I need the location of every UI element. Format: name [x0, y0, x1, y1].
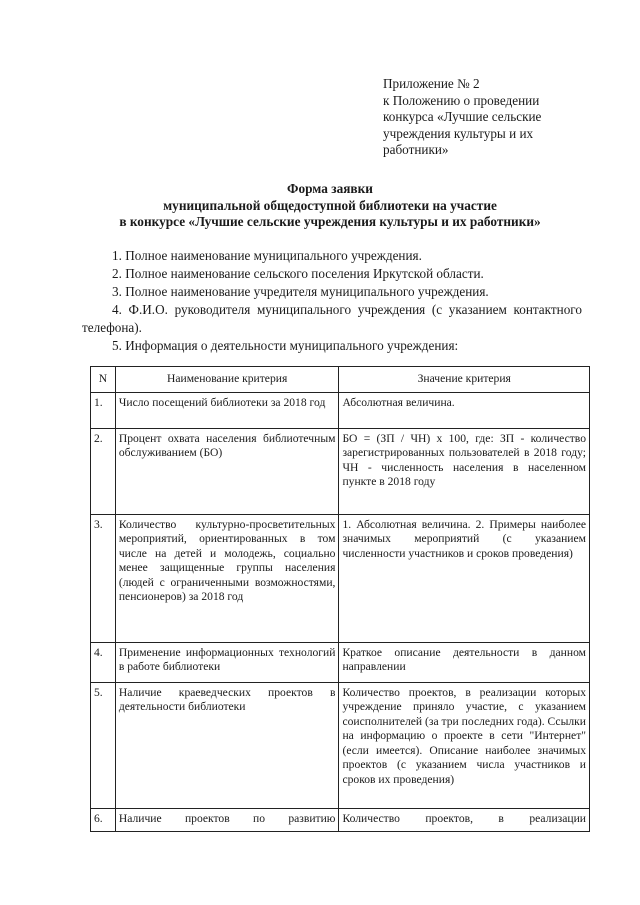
appendix-line: учреждения культуры и их — [383, 125, 534, 141]
form-title — [80, 181, 580, 231]
appendix-line: Приложение № 2 — [383, 76, 480, 91]
criterion-name: Наличие проектов по развитию — [115, 808, 339, 832]
appendix-reference — [383, 76, 583, 159]
list-item: 1. Полное наименование муниципального учреждения. — [112, 248, 422, 263]
table-row — [91, 808, 590, 832]
appendix-line: работники» — [383, 142, 449, 157]
table-row — [91, 392, 590, 428]
table-header-row — [91, 367, 590, 393]
list-item: 2. Полное наименование сельского поселения Иркутской области. — [112, 266, 484, 281]
table-row — [91, 682, 590, 808]
criterion-value: БО = (ЗП / ЧН) х 100, где: ЗП - количество зарегистрированных пользователей в 2018 году; ЧН - численность населения в населенном пункте в 2018 году — [339, 428, 590, 514]
row-number: 4. — [91, 642, 116, 682]
criterion-name: Число посещений библиотеки за 2018 год — [115, 392, 339, 428]
criterion-value: Количество проектов, в реализации которых учреждение приняло участие, с указанием соисполнителей (за три последних года). Ссылки на информацию о проекте в сети "Интернет" (если имеется). Описание наиболее значимых проектов (с указанием числа участников и сроков их проведения) — [339, 682, 590, 808]
list-item: 3. Полное наименование учредителя муниципального учреждения. — [112, 284, 489, 299]
list-item: 5. Информация о деятельности муниципального учреждения: — [112, 338, 459, 353]
row-number: 5. — [91, 682, 116, 808]
list-item: 4. Ф.И.О. руководителя муниципального учреждения (с указанием контактного телефона). — [82, 302, 582, 335]
title-line-2: муниципальной общедоступной библиотеки на участие — [163, 197, 497, 213]
header-number: N — [91, 367, 116, 393]
appendix-line: к Положению о проведении — [383, 92, 540, 108]
appendix-line: конкурса «Лучшие сельские — [383, 109, 542, 124]
criterion-name: Применение информационных технологий в работе библиотеки — [115, 642, 339, 682]
row-number: 1. — [91, 392, 116, 428]
table-row — [91, 642, 590, 682]
header-criterion-name: Наименование критерия — [115, 367, 339, 393]
row-number: 3. — [91, 514, 116, 642]
criterion-name: Процент охвата населения библиотечным обслуживанием (БО) — [115, 428, 339, 514]
title-line-1: Форма заявки — [287, 181, 373, 196]
table-row — [91, 514, 590, 642]
criterion-value: Количество проектов, в реализации — [339, 808, 590, 832]
criterion-name: Количество культурно-просветительных мероприятий, ориентированных в том числе на детей и молодежь, социально менее защищенные группы населения (людей с ограниченными возможностями, пенсионеров) за 2018 год — [115, 514, 339, 642]
criteria-table — [90, 366, 590, 832]
criterion-value: 1. Абсолютная величина. 2. Примеры наиболее значимых мероприятий (с указанием численности участников и сроков проведения) — [339, 514, 590, 642]
title-line-3: в конкурсе «Лучшие сельские учреждения культуры и их работники» — [119, 214, 541, 229]
requirements-list — [82, 247, 582, 355]
row-number: 2. — [91, 428, 116, 514]
header-criterion-value: Значение критерия — [339, 367, 590, 393]
criterion-value: Абсолютная величина. — [339, 392, 590, 428]
criterion-name: Наличие краеведческих проектов в деятельности библиотеки — [115, 682, 339, 808]
criterion-value: Краткое описание деятельности в данном направлении — [339, 642, 590, 682]
table-row — [91, 428, 590, 514]
row-number: 6. — [91, 808, 116, 832]
